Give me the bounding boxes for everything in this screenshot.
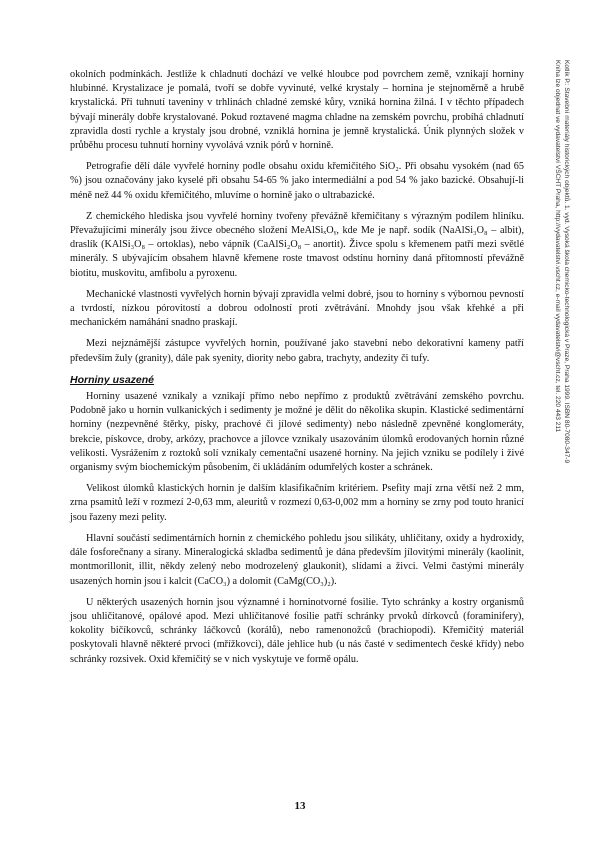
side-citation-note <box>545 60 571 580</box>
paragraph: okolních podmínkách. Jestliže k chladnutí dochází ve velké hloubce pod povrchem země, vznikají horniny hlubinné. Krystalizace je pomalá, tvoří se dobře vyvinuté, velké krystaly – hornina je stejnoměrně a hrubě krystalická. Při tuhnutí taveniny v trhlinách chladné zemské kůry, vzniká hornina žilná. I v těchto případech bývají minerály dobře krystalované. Pokud roztavené magma chladne na zemském povrchu, probíhá chladnutí zpravidla dosti rychle a krystaly jsou drobné, vzniklá hornina je jemně krystalická. Únik plynných složek v průběhu procesu tuhnutí horniny vyvolává vznik pórů v hornině. <box>70 69 524 152</box>
side-citation-line-2: Kniha lze objednat ve vydavatelství VŠCHT Praha, http://vydavatelstvi.vscht.cz, e-mail vydavatelstvi@vscht.cz, tel. 220 443 211 <box>554 60 561 433</box>
page-number: 13 <box>294 800 306 812</box>
section-heading: Horniny usazené <box>70 373 155 386</box>
paragraph: Velikost úlomků klastických hornin je dalším klasifikačním kritériem. Psefity mají zrna větší než 2 mm, zrna psamitů leží v rozmezí 2-0,63 mm, aleuritů v rozmezí 0,63-0,002 mm a horniny se zrny pod touto hranicí jsou řazeny mezi pelity. <box>70 483 524 523</box>
paragraph: U některých usazených hornin jsou významné i horninotvorné fosilie. Tyto schránky a kostry organismů jsou uhličitanové, opálové apod. Mezi uhličitanové fosilie patří schránky prvoků dírkovců (foraminifery), kokolity bičíkovců, schránky láčkovců (korálů), nebo ramenonožců (brachiopodi). Křemičitý materiál poskytovali hlavně některé prvoci (mřížkovci), dále jehlice hub (u nás časté v sedimentech české křídy) nebo schránky rozsivek. Oxid křemičitý se v nich vyskytuje ve formě opálu. <box>70 596 524 665</box>
side-citation-line-1: Kotlík P.: Stavební materiály historických objektů. 1. vyd. Vysoká škola chemicko-technologická v Praze, Praha 1999. ISBN 80-7080-347-9 <box>563 60 570 464</box>
paragraph: Mezi nejznámější zástupce vyvřelých hornin, používané jako stavební nebo dekorativní kameny patří především žuly (granity), dále pak syenity, diority nebo gabra, trachyty, andezity či tufy. <box>70 338 524 364</box>
paragraph: Petrografie dělí dále vyvřelé horniny podle obsahu oxidu křemičitého SiO₂. Při obsahu vysokém (nad 65 %) jsou označovány jako kyselé při obsahu 54-65 % jako intermediální a pod 54 % jako bazické. Obsahují-li méně než 44 % oxidu křemičitého, mluvíme o hornině jako o ultrabazické. <box>70 161 524 201</box>
paragraph: Mechanické vlastnosti vyvřelých hornin bývají zpravidla velmi dobré, jsou to horniny s výbornou pevností a tvrdostí, nízkou pórovitostí a dobrou odolností proti zvětrávání. Mnohdy jsou však křehké a při mechanickém namáhání snadno praskají. <box>70 288 524 329</box>
paragraph: Hlavní součástí sedimentárních hornin z chemického pohledu jsou silikáty, uhličitany, oxidy a hydroxidy, dále fosforečnany a sírany. Mineralogická skladba sedimentů je dána především jílovitými minerály (kaolinit, montmorillonit, illit, někdy zelený nebo modrozelený glaukonit), slídami a živci. Velmi častými minerály usazených hornin jsou i kalcit (CaCO₃) a dolomit (CaMg(CO₃)₂). <box>70 532 524 587</box>
paragraph: Horniny usazené vznikaly a vznikají přímo nebo nepřímo z produktů zvětrávání zemského povrchu. Podobně jako u hornin vulkanických i sedimenty je možné je dělit do několika skupin. Klastické sedimentární horniny (nezpevněné štěrky, písky, prachové či jílové sedimenty) nebo následně zpevněné konglomeráty, brekcie, pískovce, droby, arkózy, prachovce a jílovce vznikaly usazováním úlomků erodovaných hornin různé velikosti. Vysrážením z roztoků solí vznikaly cementační usazené horniny. Na jejich vzniku se podílely i živé organismy svým biochemickým působením, či ukládáním odumřelých koster a schránek. <box>70 391 524 474</box>
paragraph: Z chemického hlediska jsou vyvřelé horniny tvořeny převážně křemičitany s výrazným podílem hliníku. Převažujícími minerály jsou živce obecného složení MeAlSiₓOᵧ, kde Me je např. sodík (NaAlSi₃O₈ – albit), draslík (KAlSi₃O₈ – ortoklas), nebo vápník (CaAlSi₂O₈ – anortit). Živce spolu s křemenem patří mezi světlé minerály. S ubývajícím obsahem hlavně křemene roste tmavost odstínu horniny daná přítomností převážně biotitu, muskovitu, amfibolu a pyroxenu. <box>70 210 524 279</box>
main-text <box>70 68 524 674</box>
